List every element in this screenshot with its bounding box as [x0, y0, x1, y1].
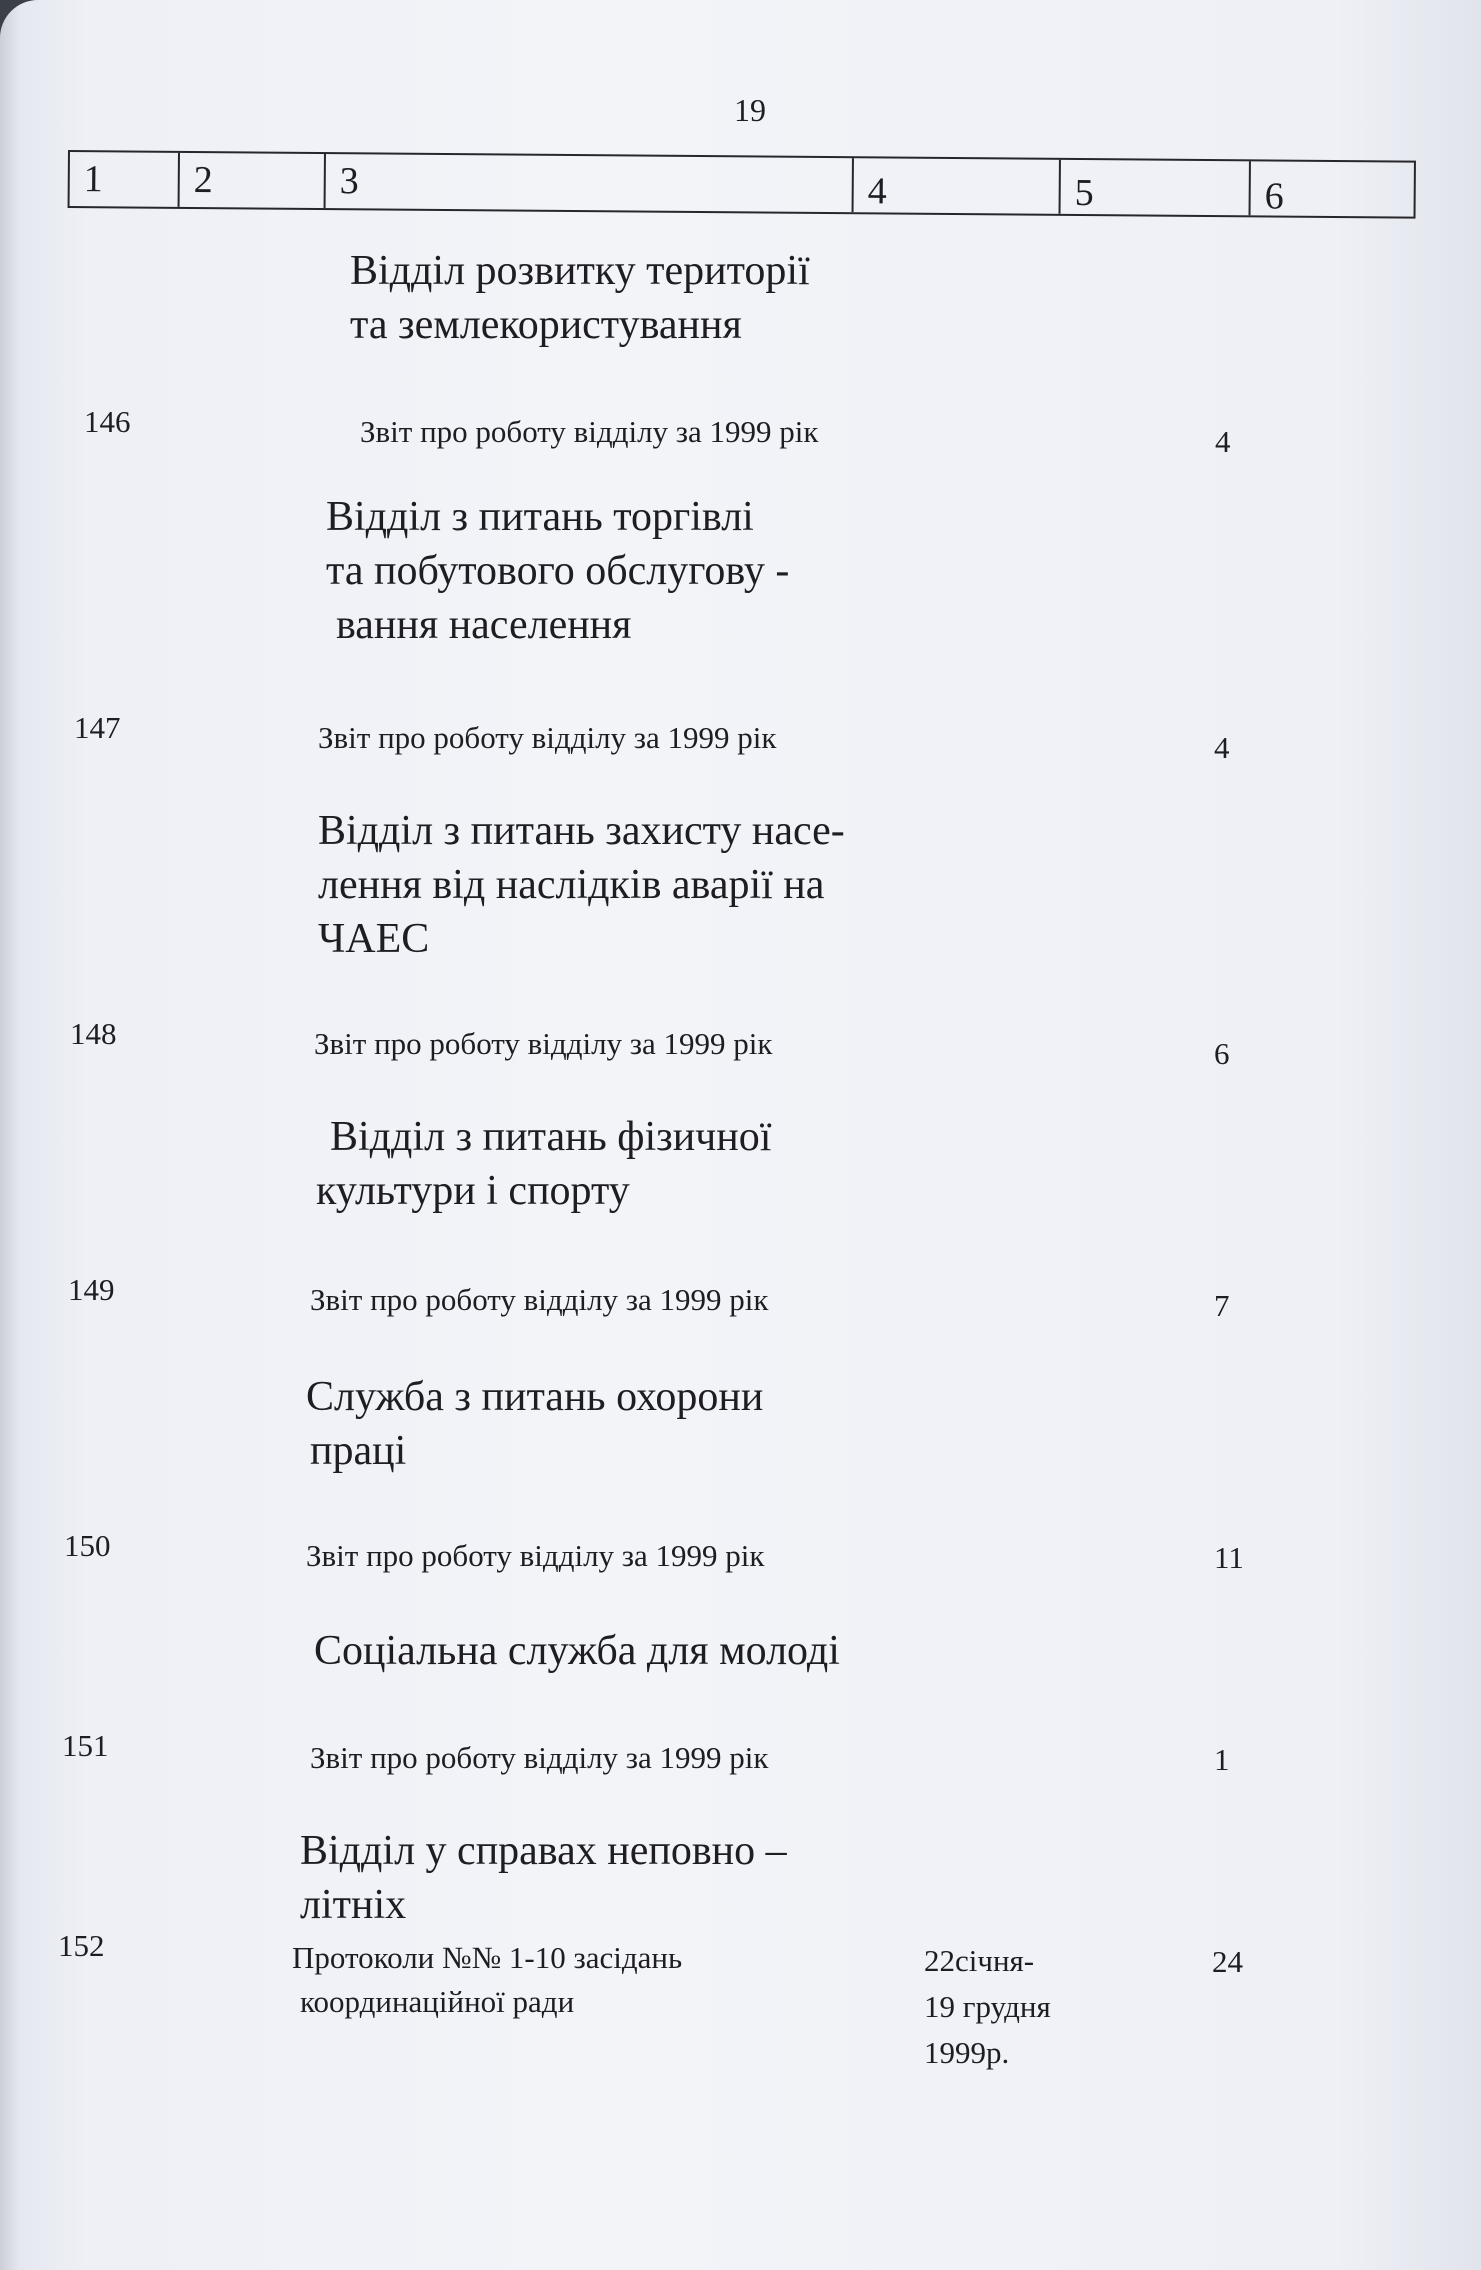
item-date-line: 19 грудня	[924, 1989, 1051, 2024]
section-heading	[300, 1824, 787, 1932]
item-number: 147	[74, 710, 121, 745]
section-heading-line: Відділ з питань захисту насе-	[318, 808, 845, 854]
section-heading-line: літніх	[300, 1882, 407, 1928]
section-heading	[318, 804, 845, 966]
item-title-line: Протоколи №№ 1-10 засідань	[292, 1940, 683, 1975]
section-heading-line: культури і спорту	[316, 1168, 630, 1214]
item-title-line: Звіт про роботу відділу за 1999 рік	[318, 720, 777, 755]
item-title	[360, 410, 818, 454]
section-heading-line: Відділ з питань фізичної	[330, 1114, 772, 1160]
item-pages: 7	[1214, 1288, 1230, 1323]
section-heading-line: Служба з питань охорони	[306, 1374, 764, 1420]
section-heading-line: ЧАЕС	[318, 916, 430, 962]
item-title-line: Звіт про роботу відділу за 1999 рік	[306, 1538, 765, 1573]
column-header-5: 5	[1059, 160, 1249, 215]
item-title	[292, 1936, 682, 2024]
item-date-line: 1999р.	[924, 2035, 1010, 2070]
item-date-line: 22січня-	[924, 1943, 1035, 1978]
item-title-line: Звіт про роботу відділу за 1999 рік	[310, 1282, 769, 1317]
item-title-line: Звіт про роботу відділу за 1999 рік	[360, 414, 819, 449]
item-title-line: координаційної ради	[300, 1984, 575, 2019]
item-title	[306, 1534, 764, 1578]
section-heading	[326, 490, 789, 652]
item-title	[310, 1278, 768, 1322]
column-header-2: 2	[178, 153, 324, 208]
column-header-1: 1	[83, 158, 103, 201]
item-pages: 11	[1214, 1540, 1244, 1575]
item-title	[314, 1022, 772, 1066]
item-date	[924, 1938, 1051, 2076]
item-number: 149	[68, 1272, 115, 1307]
item-number: 151	[62, 1728, 109, 1763]
item-title	[318, 716, 776, 760]
section-heading-line: праці	[310, 1428, 407, 1474]
section-heading-line: вання населення	[336, 602, 632, 648]
item-number: 148	[70, 1016, 117, 1051]
section-heading-line: Відділ з питань торгівлі	[326, 494, 754, 540]
section-heading	[306, 1370, 763, 1478]
section-heading-line: лення від наслідків аварії на	[318, 862, 825, 908]
item-pages: 1	[1214, 1742, 1230, 1777]
item-title-line: Звіт про роботу відділу за 1999 рік	[310, 1740, 769, 1775]
section-heading-line: Відділ у справах неповно –	[300, 1828, 787, 1874]
page-number: 19	[734, 92, 766, 128]
column-header-6: 6	[1249, 161, 1416, 216]
item-number: 152	[58, 1928, 105, 1963]
item-pages: 24	[1212, 1944, 1243, 1979]
section-heading	[350, 244, 810, 352]
item-number: 150	[64, 1528, 111, 1563]
page-shadow	[0, 0, 20, 2270]
section-heading-line: та побутового обслугову -	[326, 548, 790, 594]
column-header-3: 3	[324, 154, 852, 212]
item-pages: 4	[1214, 730, 1230, 765]
item-number: 146	[84, 404, 131, 439]
section-heading-line: Соціальна служба для молоді	[314, 1628, 840, 1674]
section-heading-line: Відділ розвитку території	[350, 248, 810, 294]
section-heading	[314, 1624, 840, 1678]
item-title	[310, 1736, 768, 1780]
item-pages: 4	[1215, 424, 1231, 459]
item-title-line: Звіт про роботу відділу за 1999 рік	[314, 1026, 773, 1061]
section-heading	[316, 1110, 771, 1218]
column-header-4: 4	[852, 158, 1059, 214]
column-header-table	[68, 150, 1416, 219]
section-heading-line: та землекористування	[350, 302, 742, 348]
item-pages: 6	[1214, 1036, 1230, 1071]
